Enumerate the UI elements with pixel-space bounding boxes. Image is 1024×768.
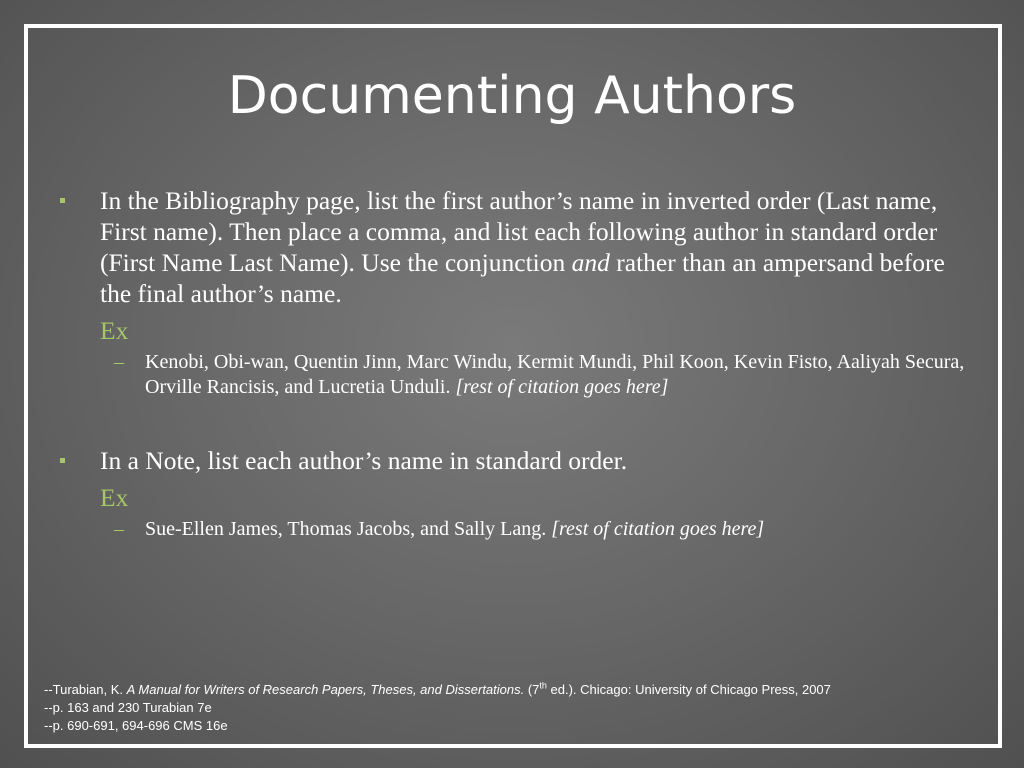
example-authors: Kenobi, Obi-wan, Quentin Jinn, Marc Windu, Kermit Mundi, Phil Koon, Kevin Fisto, Aaliyah Secura, Orville Rancisis, and Lucretia Unduli.: [145, 351, 965, 398]
ex-label: Ex: [100, 316, 129, 345]
example-authors: Sue-Ellen James, Thomas Jacobs, and Sally Lang.: [145, 518, 552, 540]
example-text: [145, 517, 965, 542]
bullet-emphasis: and: [571, 248, 610, 277]
ex-label: Ex: [100, 483, 129, 512]
bullet-square-icon: [60, 458, 65, 463]
footer-line-3: --p. 690-691, 694-696 CMS 16e: [44, 718, 228, 733]
example-text: [145, 350, 965, 400]
bullet-square-icon: [60, 198, 65, 203]
footer-line-2: --p. 163 and 230 Turabian 7e: [44, 700, 212, 715]
footer-line-1: [44, 681, 984, 699]
footer-author: --Turabian, K.: [44, 682, 127, 697]
footer-edition-sup: th: [539, 680, 547, 691]
footer-book-title: A Manual for Writers of Research Papers, Theses, and Dissertations.: [126, 682, 525, 697]
bullet-text-part: rather than an ampersand before the final author’s name.: [100, 248, 945, 308]
example-placeholder: [rest of citation goes here]: [455, 376, 669, 398]
citation-footer: [44, 681, 984, 735]
example-placeholder: [rest of citation goes here]: [551, 518, 765, 540]
bullet-text-part: In the Bibliography page, list the first author’s name in inverted order (Last name, First name). Then place a comma, and list each following author in standard order (First Name Last Name). Use the conjunction: [100, 186, 938, 277]
bullet-text: In a Note, list each author’s name in standard order.: [100, 446, 628, 475]
footer-publisher: ed.). Chicago: University of Chicago Press, 2007: [546, 682, 831, 697]
slide-title: Documenting Authors: [227, 66, 797, 126]
dash-icon: –: [114, 518, 124, 540]
footer-edition-open: (7: [524, 682, 540, 697]
bullet-text: [100, 185, 960, 309]
dash-icon: –: [114, 351, 124, 373]
